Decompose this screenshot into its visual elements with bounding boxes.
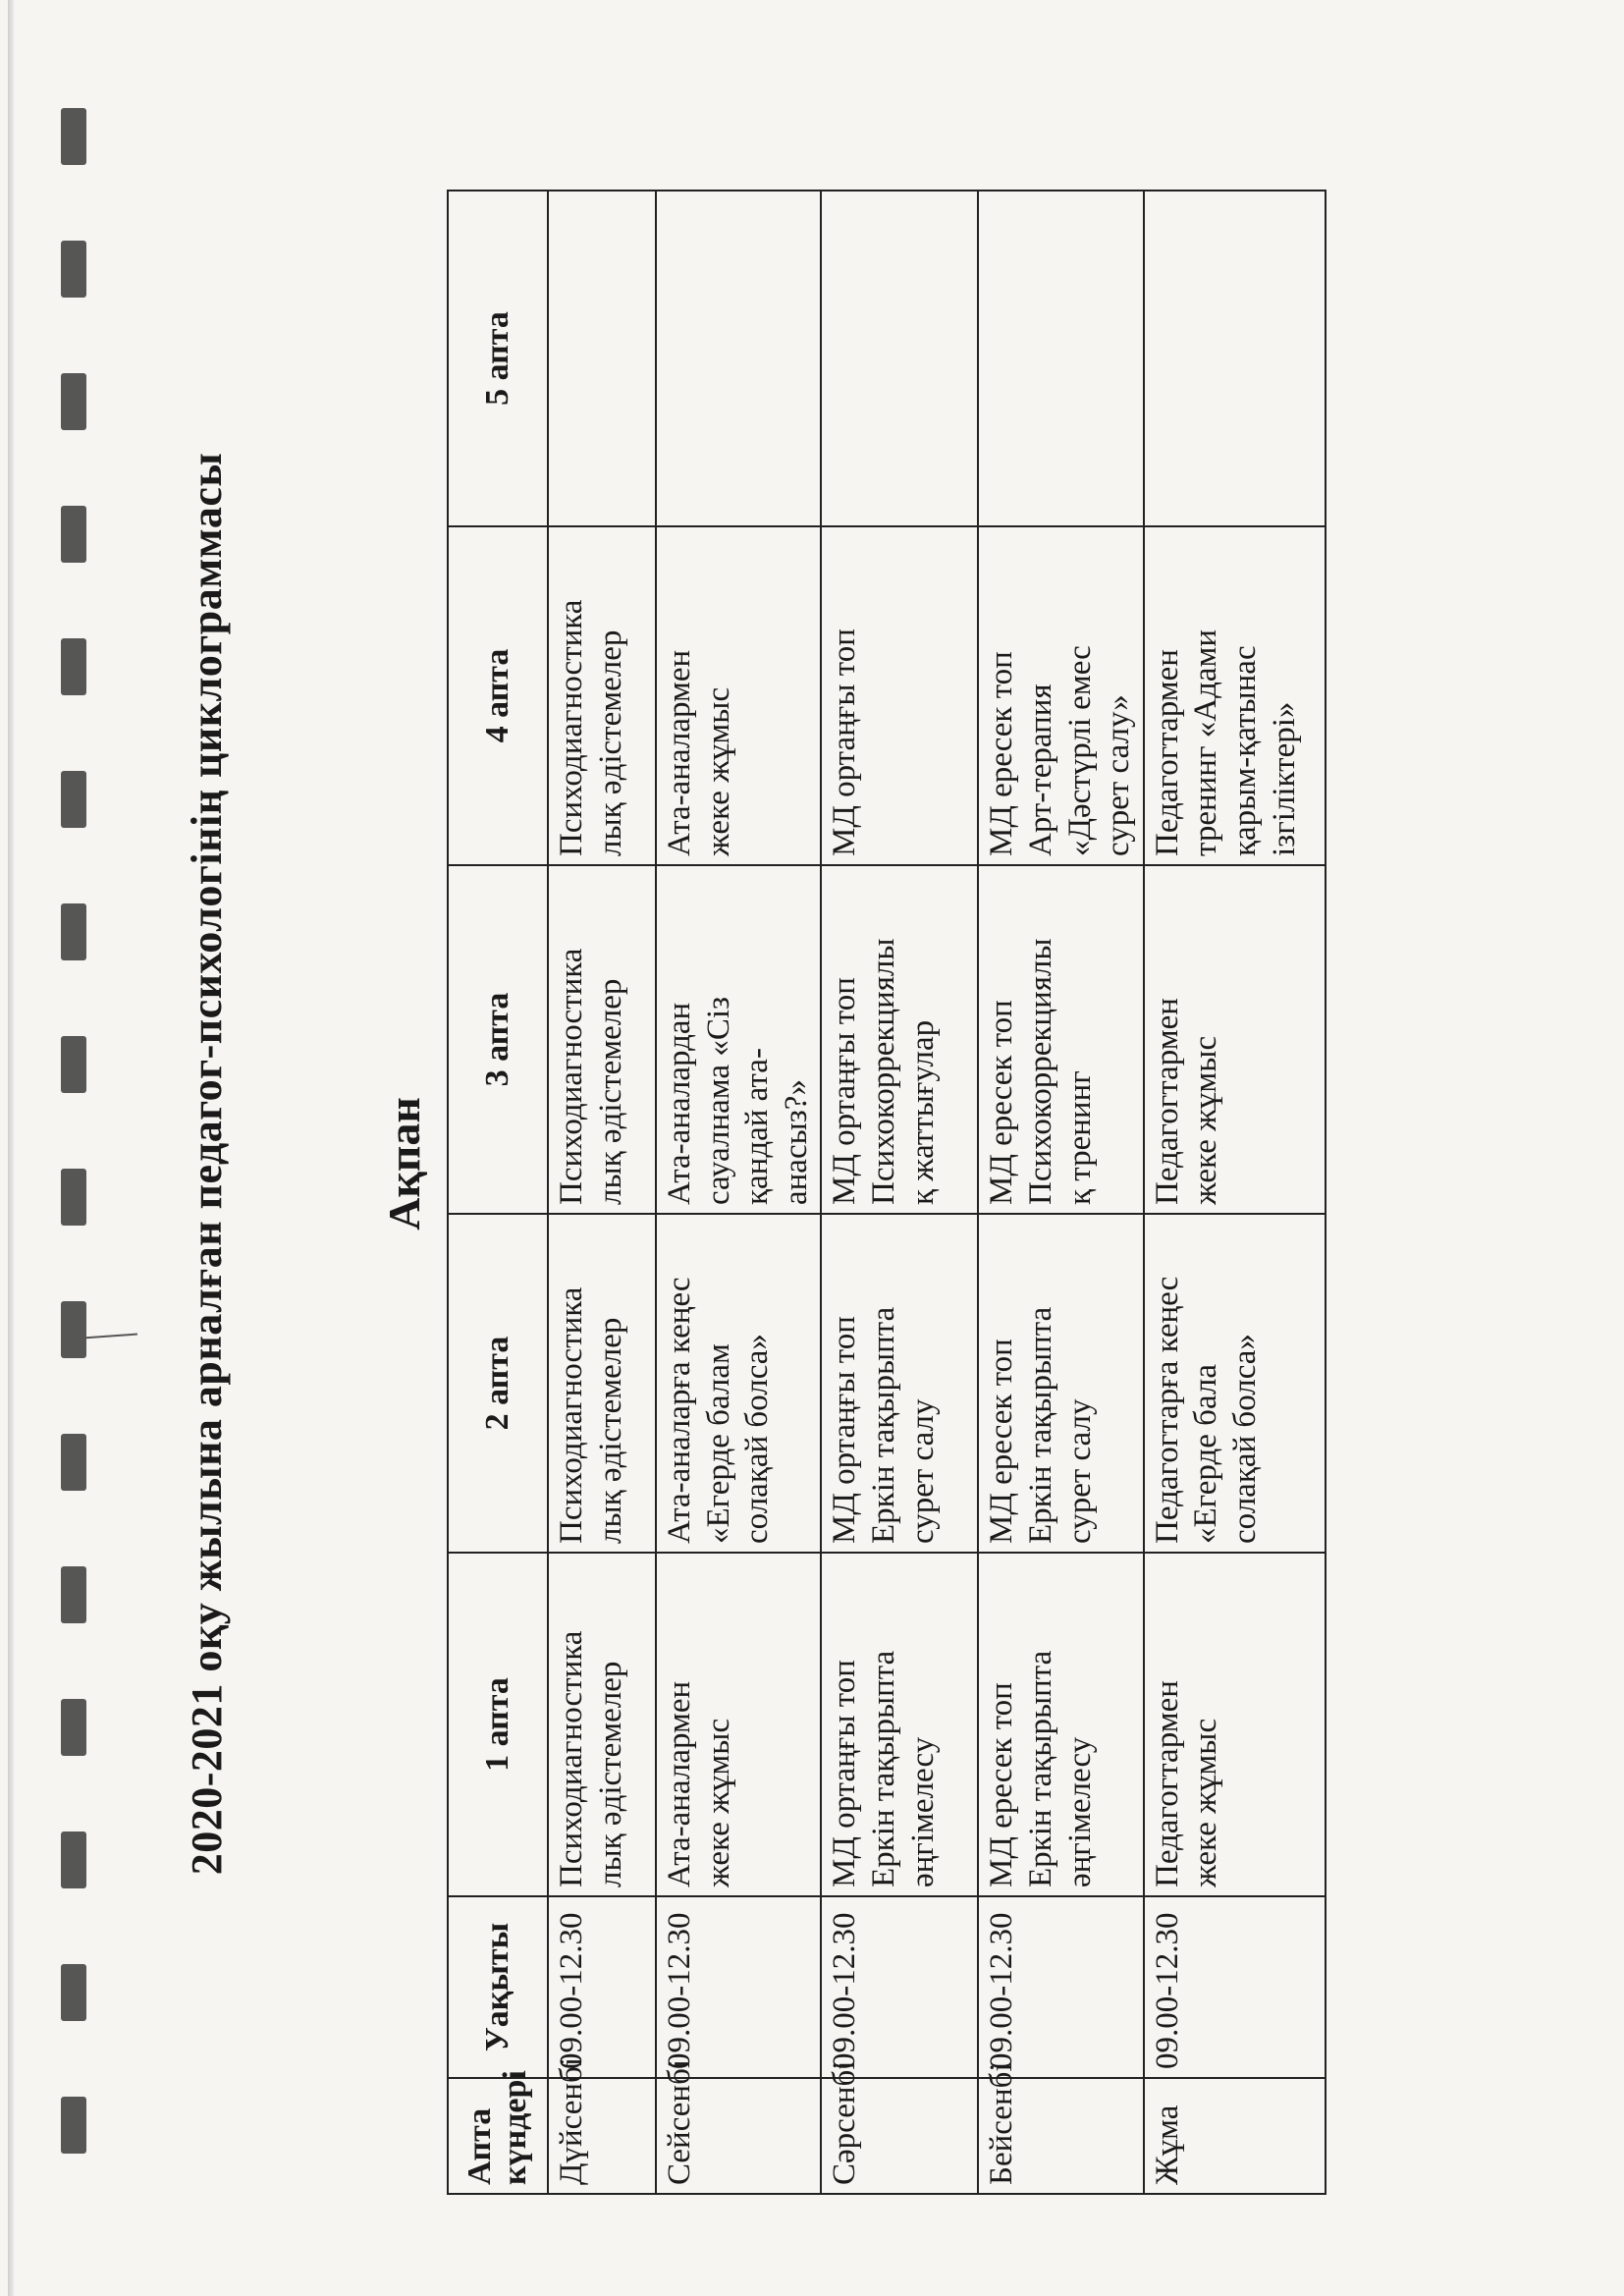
cell-text-line: МД ересек топ xyxy=(984,1339,1020,1544)
binding-hole xyxy=(61,638,86,695)
cell-text-line: солақай болса» xyxy=(739,1334,776,1544)
binding-hole xyxy=(61,373,86,430)
cell-text-line: сурет салу» xyxy=(1101,694,1137,856)
binding-hole xyxy=(61,1036,86,1093)
table-row xyxy=(548,191,656,2194)
cell-text-line: сурет салу xyxy=(1061,1398,1098,1544)
table-cell-week1 xyxy=(1144,1553,1326,1896)
cell-text-line: «Егерде бала xyxy=(1188,1364,1224,1544)
cell-text-line: анасыз?» xyxy=(778,1079,814,1205)
cell-text-line: тренинг «Адами xyxy=(1188,629,1224,856)
rotated-page xyxy=(182,64,1399,2264)
cell-text-line: Педагогтармен xyxy=(1149,1680,1185,1887)
cell-text-line: Педагогтармен xyxy=(1149,998,1185,1205)
cell-text-line: сауалнама «Сіз xyxy=(700,996,736,1205)
table-cell-week5 xyxy=(656,191,821,526)
binding-hole xyxy=(61,1699,86,1756)
cell-text-line: Еркін тақырыпта xyxy=(1022,1306,1058,1544)
cell-text-line: лық әдістемелер xyxy=(592,1317,628,1544)
cell-text-line: лық әдістемелер xyxy=(592,978,628,1205)
cell-text-line: жеке жұмыс xyxy=(700,686,736,856)
cell-text-line: лық әдістемелер xyxy=(592,1661,628,1887)
cell-text-line: Психокоррекциялы xyxy=(865,938,901,1205)
table-cell-week4 xyxy=(821,526,978,865)
cell-text-line: Педагогтарға кеңес xyxy=(1149,1276,1185,1544)
table-cell-day: Жұма xyxy=(1144,2078,1326,2194)
cell-text-line: «Дәстүрлі емес xyxy=(1061,645,1098,856)
binding-hole xyxy=(61,241,86,298)
header-week-2: 2 апта xyxy=(448,1214,548,1553)
table-cell-time: 09.00-12.30 xyxy=(1144,1896,1326,2078)
cell-text-line: Ата-аналармен xyxy=(662,649,697,856)
table-cell-week4 xyxy=(978,526,1143,865)
table-cell-week4 xyxy=(656,526,821,865)
table-cell-week2 xyxy=(1144,1214,1326,1553)
table-cell-week3 xyxy=(978,865,1143,1214)
cell-text-line: Психодиагностика xyxy=(554,599,589,856)
table-cell-week5 xyxy=(821,191,978,526)
header-time: Уақыты xyxy=(448,1896,548,2078)
table-cell-week1 xyxy=(656,1553,821,1896)
table-cell-week2 xyxy=(978,1214,1143,1553)
table-cell-week3 xyxy=(1144,865,1326,1214)
table-cell-day: Бейсенбі xyxy=(978,2078,1143,2194)
binding-hole xyxy=(61,2097,86,2154)
cell-text-line: «Егерде балам xyxy=(700,1343,736,1544)
cell-text-line: Психодиагностика xyxy=(554,1286,589,1544)
cell-text-line: Ата-аналармен xyxy=(662,1680,697,1887)
binding-hole xyxy=(61,771,86,828)
binding-hole xyxy=(61,1566,86,1623)
table-cell-day: Сейсенбі xyxy=(656,2078,821,2194)
table-cell-week3 xyxy=(821,865,978,1214)
table-cell-week3 xyxy=(656,865,821,1214)
cell-text-line: МД ересек топ xyxy=(984,651,1020,856)
cell-text-line: жеке жұмыс xyxy=(700,1718,736,1887)
month-heading: Ақпан xyxy=(379,1097,429,1230)
header-day: Апта күндері xyxy=(448,2078,548,2194)
table-cell-week2 xyxy=(656,1214,821,1553)
table-cell-week4 xyxy=(1144,526,1326,865)
cell-text-line: МД ортаңғы топ xyxy=(827,629,863,856)
table-cell-week3 xyxy=(548,865,656,1214)
table-cell-time: 09.00-12.30 xyxy=(821,1896,978,2078)
cell-text-line: МД ересек топ xyxy=(984,1682,1020,1887)
binding-strip xyxy=(0,0,118,2296)
table-cell-week1 xyxy=(548,1553,656,1896)
cell-text-line: солақай болса» xyxy=(1226,1334,1263,1544)
binding-hole xyxy=(61,1831,86,1888)
table-cell-week2 xyxy=(821,1214,978,1553)
table-cell-time: 09.00-12.30 xyxy=(548,1896,656,2078)
table-cell-week2 xyxy=(548,1214,656,1553)
cell-text-line: Ата-аналардан xyxy=(662,1002,697,1205)
cell-text-line: Ата-аналарға кеңес xyxy=(662,1277,697,1544)
cell-text-line: әңгімелесу xyxy=(1061,1736,1098,1887)
table-cell-week5 xyxy=(1144,191,1326,526)
binding-hole xyxy=(61,1169,86,1226)
cell-text-line: Психокоррекциялы xyxy=(1022,938,1058,1205)
cell-text-line: Арт-терапия xyxy=(1022,683,1058,856)
cell-text-line: лық әдістемелер xyxy=(592,629,628,856)
cell-text-line: сурет салу xyxy=(904,1398,941,1544)
page-title: 2020-2021 оқу жылына арналған педагог-психологінің циклограммасы xyxy=(183,452,231,1876)
binding-hole xyxy=(61,903,86,960)
table-cell-week4 xyxy=(548,526,656,865)
cell-text-line: қ жаттығулар xyxy=(904,1019,941,1205)
binding-hole xyxy=(61,506,86,563)
cell-text-line: жеке жұмыс xyxy=(1188,1035,1224,1205)
table-cell-week1 xyxy=(821,1553,978,1896)
schedule-table xyxy=(447,190,1326,2195)
binding-hole xyxy=(61,1301,86,1358)
cell-text-line: МД ересек топ xyxy=(984,1000,1020,1205)
cell-text-line: МД ортаңғы топ xyxy=(827,1660,863,1887)
table-row xyxy=(821,191,978,2194)
cell-text-line: Еркін тақырыпта xyxy=(865,1306,901,1544)
header-week-1: 1 апта xyxy=(448,1553,548,1896)
header-week-4: 4 апта xyxy=(448,526,548,865)
table-cell-day: Дүйсенбі xyxy=(548,2078,656,2194)
cell-text-line: Еркін тақырыпта xyxy=(865,1650,901,1887)
cell-text-line: жеке жұмыс xyxy=(1188,1718,1224,1887)
cell-text-line: қандай ата- xyxy=(739,1048,776,1205)
header-week-5: 5 апта xyxy=(448,191,548,526)
table-cell-day: Сәрсенбі xyxy=(821,2078,978,2194)
cell-text-line: МД ортаңғы топ xyxy=(827,977,863,1205)
binding-hole xyxy=(61,1434,86,1491)
table-cell-time: 09.00-12.30 xyxy=(656,1896,821,2078)
table-row xyxy=(1144,191,1326,2194)
cell-text-line: Психодиагностика xyxy=(554,1630,589,1887)
table-row xyxy=(978,191,1143,2194)
table-header-row xyxy=(448,191,548,2194)
cell-text-line: әңгімелесу xyxy=(904,1736,941,1887)
header-week-3: 3 апта xyxy=(448,865,548,1214)
cell-text-line: МД ортаңғы топ xyxy=(827,1316,863,1544)
binding-hole xyxy=(61,1964,86,2021)
binding-hole xyxy=(61,108,86,165)
cell-text-line: қ тренинг xyxy=(1061,1070,1098,1205)
table-row xyxy=(656,191,821,2194)
table-cell-week1 xyxy=(978,1553,1143,1896)
cell-text-line: Еркін тақырыпта xyxy=(1022,1650,1058,1887)
cell-text-line: ізгіліктері» xyxy=(1266,701,1302,856)
cell-text-line: Психодиагностика xyxy=(554,948,589,1205)
table-cell-week5 xyxy=(548,191,656,526)
cell-text-line: қарым-қатынас xyxy=(1226,645,1263,856)
page-edge xyxy=(8,0,14,2296)
table-cell-time: 09.00-12.30 xyxy=(978,1896,1143,2078)
cell-text-line: Педагогтармен xyxy=(1149,649,1185,856)
table-cell-week5 xyxy=(978,191,1143,526)
